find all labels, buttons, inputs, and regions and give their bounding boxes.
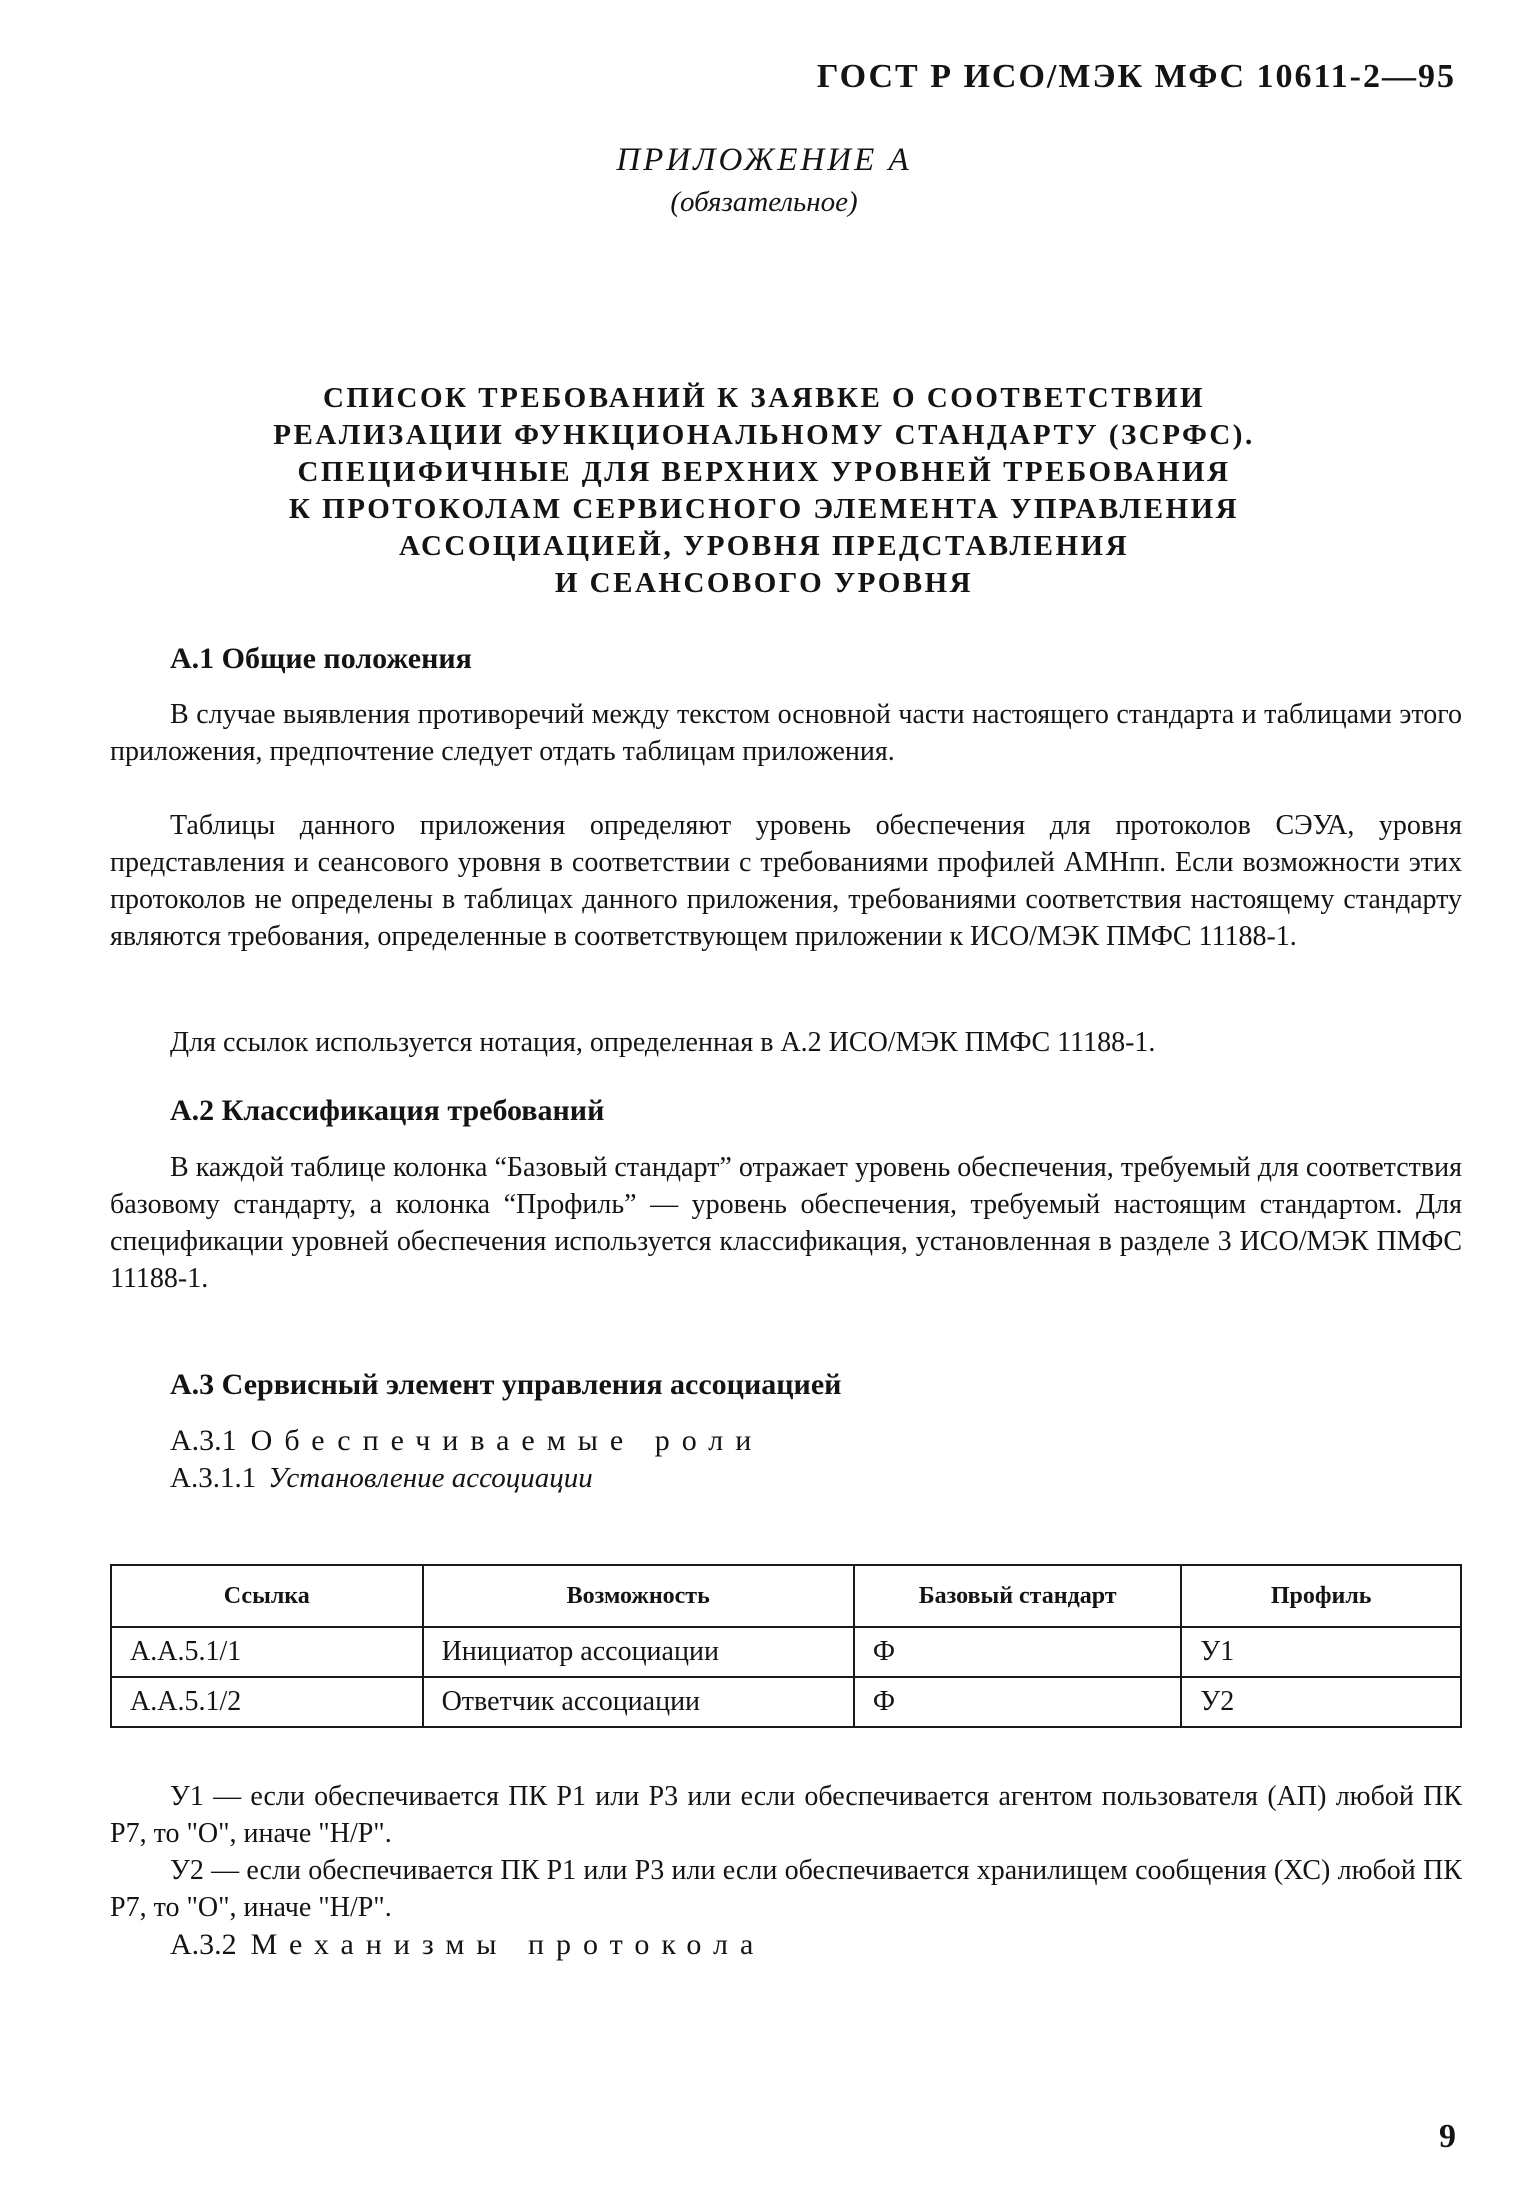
subsection-a311 (170, 1462, 593, 1495)
table-header-cell: Профиль (1181, 1565, 1461, 1627)
main-title-line: АССОЦИАЦИЕЙ, УРОВНЯ ПРЕДСТАВЛЕНИЯ (398, 530, 1130, 562)
subsection-a32-title: Механизмы протокола (250, 1928, 766, 1961)
table-cell: Ответчик ассоциации (423, 1677, 854, 1727)
table-cell: У1 (1181, 1627, 1461, 1677)
main-title-line: РЕАЛИЗАЦИИ ФУНКЦИОНАЛЬНОМУ СТАНДАРТУ (ЗСРФС). (273, 419, 1255, 451)
section-a1-paragraph-3: Для ссылок используется нотация, определенная в А.2 ИСО/МЭК ПМФС 11188-1. (170, 1027, 1156, 1058)
main-title-line: К ПРОТОКОЛАМ СЕРВИСНОГО ЭЛЕМЕНТА УПРАВЛЕНИЯ (288, 493, 1240, 525)
table-row (111, 1677, 1461, 1727)
standard-code-header: ГОСТ Р ИСО/МЭК МФС 10611-2—95 (816, 58, 1456, 95)
table-header-cell: Возможность (423, 1565, 854, 1627)
table-cell: У2 (1181, 1677, 1461, 1727)
section-a2-heading: А.2 Классификация требований (170, 1094, 605, 1127)
main-title-line: СПЕЦИФИЧНЫЕ ДЛЯ ВЕРХНИХ УРОВНЕЙ ТРЕБОВАНИЯ (297, 456, 1231, 488)
section-a3-heading: А.3 Сервисный элемент управления ассоциацией (170, 1368, 842, 1401)
main-title-line: СПИСОК ТРЕБОВАНИЙ К ЗАЯВКЕ О СООТВЕТСТВИИ (322, 382, 1206, 414)
table-header-cell: Базовый стандарт (854, 1565, 1181, 1627)
subsection-a32 (170, 1928, 765, 1962)
table-cell: Ф (854, 1627, 1181, 1677)
table-cell: Инициатор ассоциации (423, 1627, 854, 1677)
table-header-row (111, 1565, 1461, 1627)
subsection-a311-title: Установление ассоциации (268, 1462, 593, 1494)
appendix-title: ПРИЛОЖЕНИЕ А (616, 142, 912, 178)
table-row (111, 1627, 1461, 1677)
table-cell: А.А.5.1/2 (111, 1677, 423, 1727)
requirements-table (110, 1564, 1462, 1728)
table-cell: Ф (854, 1677, 1181, 1727)
appendix-note: (обязательное) (670, 186, 858, 218)
table-note-2: У2 — если обеспечивается ПК Р1 или Р3 или если обеспечивается хранилищем сообщения (ХС) любой ПК Р7, то "О", иначе "Н/Р". (110, 1855, 1462, 1923)
section-a2-paragraph-1: В каждой таблице колонка “Базовый стандарт” отражает уровень обеспечения, требуемый для соответствия базовому стандарту, а колонка “Профиль” — уровень обеспечения, требуемый настоящим стандартом. Для спецификации уровней обеспечения используется классификация, установленная в разделе 3 ИСО/МЭК ПМФС 11188-1. (110, 1152, 1462, 1294)
subsection-a31-number: А.3.1 (170, 1424, 237, 1457)
subsection-a32-number: А.3.2 (170, 1928, 237, 1961)
page-number: 9 (1439, 2118, 1456, 2155)
subsection-a31 (170, 1424, 763, 1458)
subsection-a31-title: Обеспечиваемые роли (250, 1424, 764, 1457)
table-header-cell: Ссылка (111, 1565, 423, 1627)
main-title-line: И СЕАНСОВОГО УРОВНЯ (554, 567, 974, 599)
section-a1-paragraph-1: В случае выявления противоречий между текстом основной части настоящего стандарта и таблицами этого приложения, предпочтение следует отдать таблицам приложения. (110, 699, 1462, 767)
section-a1-heading: А.1 Общие положения (170, 642, 472, 675)
section-a1-paragraph-2: Таблицы данного приложения определяют уровень обеспечения для протоколов СЭУА, уровня представления и сеансового уровня в соответствии с требованиями профилей АМНпп. Если возможности этих протоколов не определены в таблицах данного приложения, требованиями соответствия настоящему стандарту являются требования, определенные в соответствующем приложении к ИСО/МЭК ПМФС 11188-1. (110, 810, 1462, 952)
subsection-a311-number: А.3.1.1 (170, 1462, 257, 1494)
table-cell: А.А.5.1/1 (111, 1627, 423, 1677)
table-note-1: У1 — если обеспечивается ПК Р1 или Р3 или если обеспечивается агентом пользователя (АП) любой ПК Р7, то "О", иначе "Н/Р". (110, 1781, 1462, 1849)
main-title (0, 380, 1528, 602)
